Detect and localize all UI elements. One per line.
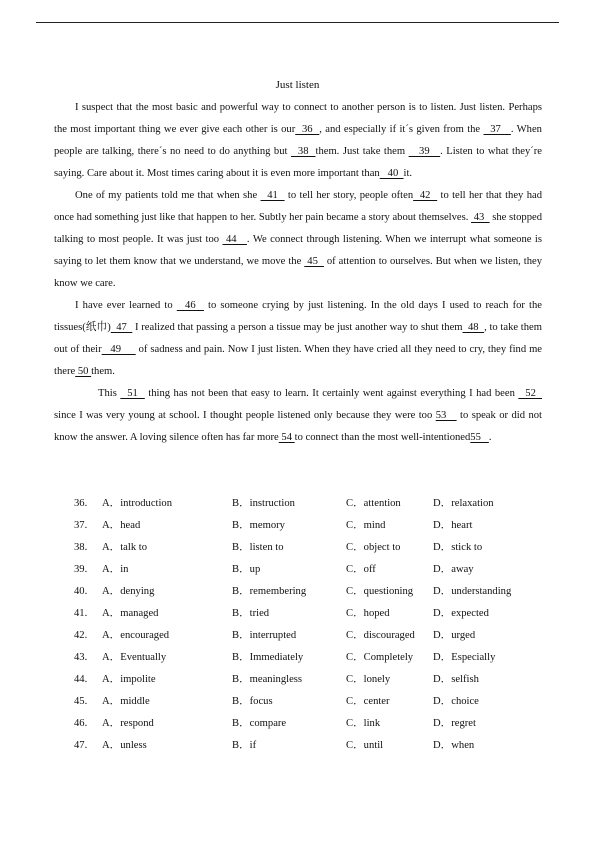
- option-c: C．questioning: [346, 586, 414, 597]
- question-row: [74, 647, 554, 669]
- option-a: A．talk to: [102, 542, 148, 553]
- passage-text: One of my patients told me that when she: [75, 190, 261, 201]
- answer-blank: 49: [101, 344, 136, 355]
- passage-text: of attention to ourselves. But when we listen, they know we care.: [54, 256, 542, 289]
- option-b: B．compare: [232, 718, 287, 729]
- question-row: [74, 559, 554, 581]
- answer-blank: 46: [176, 300, 204, 311]
- passage-text: them. Just take them: [315, 146, 409, 157]
- question-number: 44.: [74, 674, 88, 685]
- passage-text: it.: [403, 168, 413, 179]
- option-b: B．tried: [232, 608, 270, 619]
- option-c: C．off: [346, 564, 376, 575]
- question-number: 40.: [74, 586, 88, 597]
- passage-text: . We connect through listening. When we interrupt what someone is saying to let them know that we understand, we move the: [54, 234, 542, 267]
- passage-text: to someone crying by just listening. In the old days I used to reach for the tissues(纸巾): [54, 300, 542, 333]
- option-a: A．middle: [102, 696, 150, 707]
- paragraph-1: [54, 97, 542, 185]
- option-b: B．instruction: [232, 498, 295, 509]
- passage-text: This: [98, 388, 121, 399]
- option-c: C．object to: [346, 542, 401, 553]
- question-row: [74, 515, 554, 537]
- option-d: D．regret: [433, 718, 476, 729]
- question-number: 43.: [74, 652, 88, 663]
- option-a: A．Eventually: [102, 652, 167, 663]
- option-a: A．impolite: [102, 674, 156, 685]
- option-c: C．link: [346, 718, 381, 729]
- question-number: 46.: [74, 718, 88, 729]
- answer-blank: 39: [408, 146, 441, 157]
- answer-blank: 47: [110, 322, 133, 333]
- option-c: C．discouraged: [346, 630, 415, 641]
- passage-text: to tell her that they had once had something just like that happen to her. Subtly her pain became a story about themselves.: [54, 190, 542, 223]
- question-number: 42.: [74, 630, 88, 641]
- answer-blank: 48: [462, 322, 485, 333]
- passage-text: thing has not been that easy to learn. It certainly went against everything I had been: [144, 388, 519, 399]
- answer-blank: 55: [470, 432, 489, 443]
- question-row: [74, 493, 554, 515]
- option-b: B．focus: [232, 696, 273, 707]
- passage-text: I realized that passing a person a tissue may be just another way to shut them: [132, 322, 463, 333]
- option-d: D．selfish: [433, 674, 479, 685]
- question-row: [74, 669, 554, 691]
- passage-title: Just listen: [275, 79, 320, 91]
- answer-blank: 51: [120, 388, 145, 399]
- question-number: 38.: [74, 542, 88, 553]
- option-b: B．remembering: [232, 586, 307, 597]
- option-a: A．unless: [102, 740, 147, 751]
- question-row: [74, 603, 554, 625]
- header-rule: [36, 22, 559, 23]
- question-number: 36.: [74, 498, 88, 509]
- passage-text: of sadness and pain. Now I just listen. When they have cried all they need to cry, they find me there: [54, 344, 543, 377]
- option-d: D．urged: [433, 630, 476, 641]
- option-c: C．attention: [346, 498, 401, 509]
- question-number: 47.: [74, 740, 88, 751]
- option-d: D．when: [433, 740, 475, 751]
- option-b: B．interrupted: [232, 630, 297, 641]
- question-row: [74, 537, 554, 559]
- question-row: [74, 735, 554, 757]
- answer-blank: 43: [471, 212, 490, 223]
- answer-blank: 52: [518, 388, 543, 399]
- option-b: B．listen to: [232, 542, 284, 553]
- passage-text: . Listen to what they´re saying. Care about it. Most times caring about it is even more important than: [54, 146, 543, 179]
- answer-blank: 53: [435, 410, 457, 421]
- question-row: [74, 691, 554, 713]
- option-c: C．mind: [346, 520, 386, 531]
- question-number: 41.: [74, 608, 88, 619]
- option-b: B．Immediately: [232, 652, 304, 663]
- option-d: D．relaxation: [433, 498, 494, 509]
- option-d: D．Especially: [433, 652, 496, 663]
- options-list: [74, 493, 554, 757]
- passage-body: [54, 97, 542, 449]
- passage-text: .: [488, 432, 492, 443]
- question-number: 39.: [74, 564, 88, 575]
- passage-text: she stopped talking to most people. It was just too: [54, 212, 543, 245]
- option-c: C．center: [346, 696, 390, 707]
- answer-blank: 41: [260, 190, 285, 201]
- option-c: C．lonely: [346, 674, 391, 685]
- question-row: [74, 625, 554, 647]
- passage-text: to tell her story, people often: [284, 190, 414, 201]
- option-c: C．until: [346, 740, 384, 751]
- answer-blank: 50: [75, 366, 92, 377]
- option-c: C．hoped: [346, 608, 390, 619]
- option-c: C．Completely: [346, 652, 414, 663]
- question-number: 45.: [74, 696, 88, 707]
- option-a: A．introduction: [102, 498, 173, 509]
- option-b: B．meaningless: [232, 674, 303, 685]
- answer-blank: 45: [304, 256, 324, 267]
- passage-text: , to take them out of their: [54, 322, 542, 355]
- passage-text: , and especially if it´s given from the: [319, 124, 484, 135]
- answer-blank: 40: [379, 168, 404, 179]
- question-row: [74, 581, 554, 603]
- option-d: D．understanding: [433, 586, 512, 597]
- option-b: B．if: [232, 740, 257, 751]
- option-d: D．away: [433, 564, 474, 575]
- answer-blank: 37: [483, 124, 511, 135]
- paragraph-4: [54, 383, 542, 449]
- question-number: 37.: [74, 520, 88, 531]
- option-a: A．respond: [102, 718, 154, 729]
- passage-text: I suspect that the most basic and powerful way to connect to another person is to listen. Just listen. Perhaps the most important thing we ever give each other is our: [54, 102, 542, 135]
- answer-blank: 54: [278, 432, 295, 443]
- option-d: D．heart: [433, 520, 473, 531]
- option-a: A．head: [102, 520, 141, 531]
- passage-text: to connect than the most well-intentioned: [294, 432, 471, 443]
- option-a: A．encouraged: [102, 630, 170, 641]
- option-a: A．denying: [102, 586, 155, 597]
- option-b: B．up: [232, 564, 261, 575]
- paragraph-2: [54, 185, 542, 295]
- passage-text: to speak or did not know the answer. A loving silence often has far more: [54, 410, 542, 443]
- option-a: A．in: [102, 564, 129, 575]
- answer-blank: 42: [413, 190, 438, 201]
- passage-text: I have ever learned to: [75, 300, 177, 311]
- option-d: D．stick to: [433, 542, 483, 553]
- option-d: D．expected: [433, 608, 489, 619]
- passage-text: . When people are talking, there´s no need to do anything but: [54, 124, 542, 157]
- option-b: B．memory: [232, 520, 285, 531]
- passage-text: since I was very young at school. I thought people listened only because they were too: [54, 410, 436, 421]
- answer-blank: 44: [222, 234, 247, 245]
- answer-blank: 38: [290, 146, 316, 157]
- paragraph-3: [54, 295, 542, 383]
- option-d: D．choice: [433, 696, 479, 707]
- passage-text: them.: [91, 366, 115, 377]
- option-a: A．managed: [102, 608, 159, 619]
- answer-blank: 36: [295, 124, 320, 135]
- question-row: [74, 713, 554, 735]
